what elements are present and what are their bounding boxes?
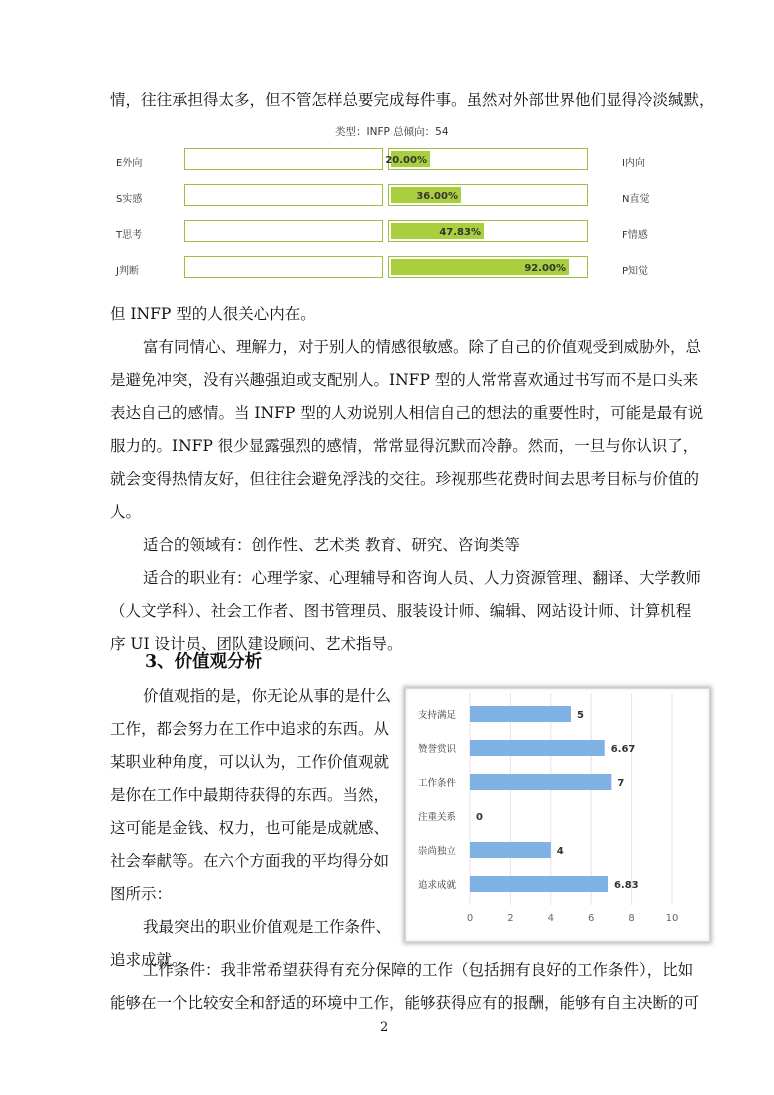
mbti-fill-bar [391, 223, 484, 239]
mbti-chart [110, 122, 670, 292]
text-line: 我最突出的职业价值观是工作条件、 [143, 918, 392, 936]
text-line: 是你在工作中最期待获得的东西。当然， [110, 786, 390, 804]
text-line: 但 INFP 型的人很关心内在。 [110, 305, 316, 323]
mbti-right-box [385, 148, 588, 170]
mbti-right-label: F情感 [622, 230, 648, 241]
mbti-left-label: T思考 [116, 230, 143, 241]
page-number: 2 [380, 1020, 389, 1035]
mbti-row [110, 220, 670, 246]
mbti-left-box [184, 184, 383, 206]
mbti-left-label: J判断 [116, 266, 139, 277]
mbti-value-label: 47.83% [439, 227, 481, 238]
mbti-right-box [388, 220, 588, 242]
x-tick-label: 2 [507, 913, 514, 924]
text-line: 情，往往承担得太多，但不管怎样总要完成每件事。虽然对外部世界他们显得冷淡缄默， [110, 91, 715, 109]
category-label: 注重关系 [418, 812, 457, 823]
category-label: 崇尚独立 [418, 846, 457, 857]
category-label: 工作条件 [418, 778, 457, 789]
mbti-fill-bar [391, 259, 569, 275]
body-text [110, 298, 704, 661]
mbti-left-box [184, 220, 383, 242]
mbti-value-label: 36.00% [416, 191, 458, 202]
bar [470, 842, 551, 858]
data-label: 6.83 [613, 880, 639, 891]
mbti-right-box [388, 184, 588, 206]
mbti-right-label: N直觉 [622, 194, 650, 205]
x-tick-label: 6 [588, 913, 595, 924]
intro-line [110, 84, 715, 117]
text-line: 就会变得热情友好，但往往会避免浮浅的交往。珍视那些花费时间去思考目标与价值的 [110, 470, 700, 488]
values-text [110, 680, 400, 977]
text-line: （人文学科）、社会工作者、图书管理员、服装设计师、编辑、网站设计师、计算机程 [110, 602, 692, 620]
category-label: 赞誉赏识 [418, 744, 457, 755]
text-line: 某职业种角度，可以认为，工作价值观就 [110, 753, 390, 771]
text-line: 价值观指的是，你无论从事的是什么 [143, 687, 392, 705]
bar [470, 774, 611, 790]
mbti-value-label: 20.00% [385, 155, 427, 166]
mbti-right-label: P知觉 [622, 266, 649, 277]
data-label: 4 [556, 846, 564, 857]
text-line: 适合的领域有：创作性、艺术类 教育、研究、咨询类等 [143, 536, 520, 554]
text-line: 社会奉献等。在六个方面我的平均得分如 [110, 852, 390, 870]
mbti-fill-bar [391, 187, 461, 203]
text-line: 适合的职业有：心理学家、心理辅导和咨询人员、人力资源管理、翻译、大学教师 [143, 569, 702, 587]
x-tick-label: 4 [547, 913, 554, 924]
bottom-text [110, 954, 700, 1020]
mbti-row [110, 148, 670, 174]
mbti-row [110, 184, 670, 210]
category-label: 支持满足 [418, 710, 457, 721]
mbti-left-box [184, 256, 383, 278]
data-label: 7 [617, 778, 625, 789]
values-chart-svg [406, 689, 709, 941]
text-line: 这可能是金钱、权力，也可能是成就感、 [110, 819, 390, 837]
category-label: 追求成就 [418, 880, 457, 891]
mbti-left-label: S实感 [116, 194, 143, 205]
mbti-left-box [184, 148, 383, 170]
text-line: 工作条件：我非常希望获得有充分保障的工作（包括拥有良好的工作条件），比如 [143, 961, 694, 979]
mbti-fill-bar [385, 151, 430, 167]
mbti-row [110, 256, 670, 282]
data-label: 6.67 [610, 744, 636, 755]
text-line: 表达自己的感情。当 INFP 型的人劝说别人相信自己的想法的重要性时，可能是最有说 [110, 404, 704, 422]
text-line: 是避免冲突，没有兴趣强迫或支配别人。INFP 型的人常常喜欢通过书写而不是口头来 [110, 371, 699, 389]
bar [470, 740, 605, 756]
data-label: 0 [476, 812, 483, 823]
text-line: 能够在一个比较安全和舒适的环境中工作，能够获得应有的报酬，能够有自主决断的可 [110, 994, 700, 1012]
text-line: 富有同情心、理解力，对于别人的情感很敏感。除了自己的价值观受到威胁外，总 [143, 338, 702, 356]
mbti-value-label: 92.00% [524, 263, 566, 274]
values-bar-chart [405, 688, 710, 942]
text-line: 图所示： [110, 885, 173, 903]
mbti-left-label: E外向 [116, 158, 143, 169]
mbti-right-label: I内向 [622, 158, 645, 169]
mbti-title: 类型：INFP 总倾向：54 [335, 126, 449, 138]
text-line: 工作，都会努力在工作中追求的东西。从 [110, 720, 390, 738]
x-tick-label: 8 [628, 913, 635, 924]
data-label: 5 [577, 710, 584, 721]
mbti-right-box [388, 256, 588, 278]
x-tick-label: 10 [665, 913, 679, 924]
text-line: 序 UI 设计员、团队建设顾问、艺术指导。 [110, 635, 403, 653]
bar [470, 876, 608, 892]
text-line: 追求成就。 [110, 951, 188, 969]
text-line: 人。 [110, 503, 142, 521]
x-tick-label: 0 [466, 913, 474, 924]
bar [470, 706, 571, 722]
section-heading: 3、价值观分析 [145, 652, 263, 672]
text-line: 服力的。INFP 很少显露强烈的感情，常常显得沉默而冷静。然而，一旦与你认识了， [110, 437, 699, 455]
